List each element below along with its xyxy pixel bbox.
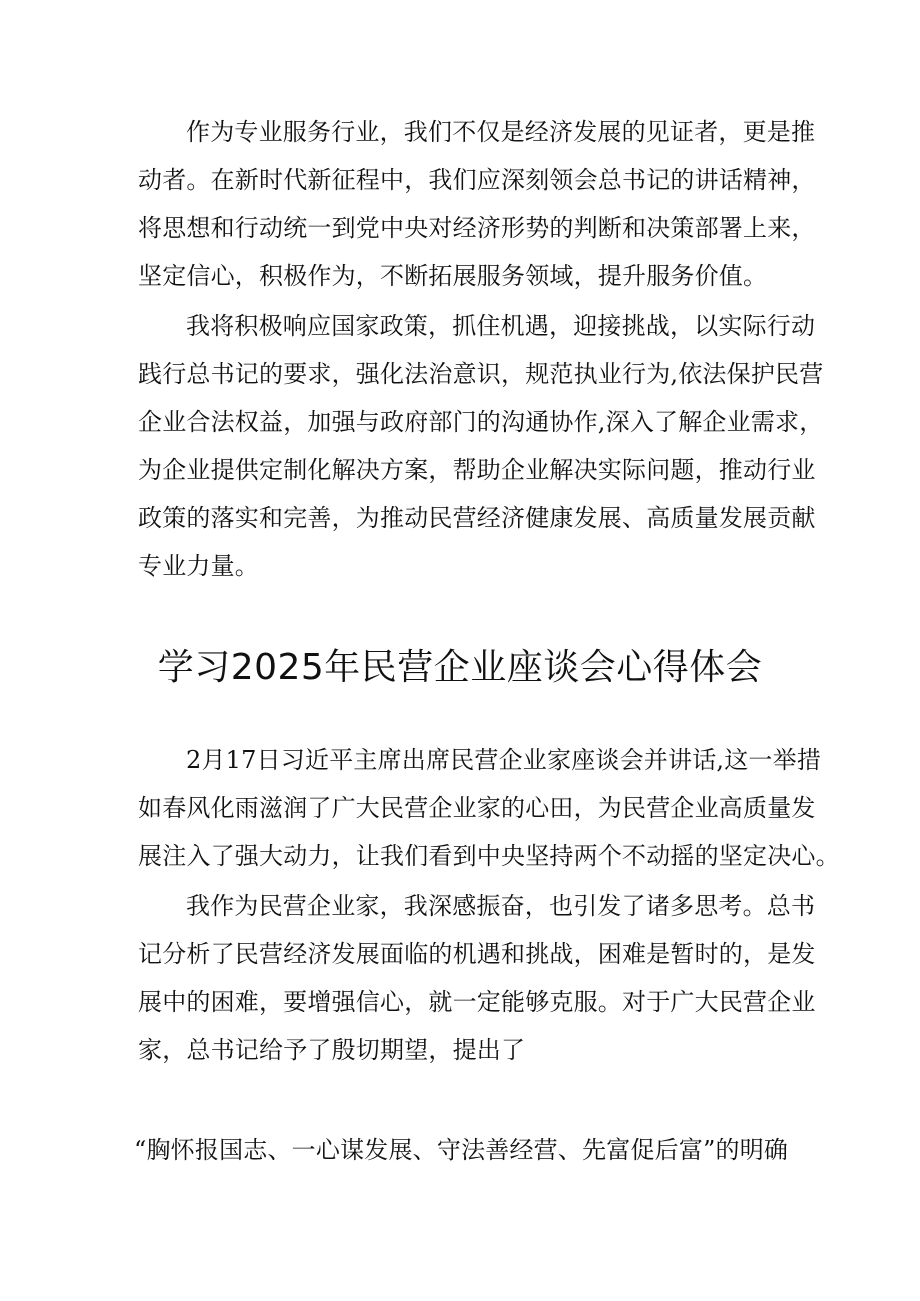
paragraph-line: 我将积极响应国家政策，抓住机遇，迎接挑战，以实际行动 [186, 312, 816, 340]
page-title: 学习2025年民营企业座谈会心得体会 [157, 647, 763, 688]
paragraph-line: 如春风化雨滋润了广大民营企业家的心田，为民营企业高质量发 [138, 794, 816, 822]
paragraph-line: 记分析了民营经济发展面临的机遇和挑战，困难是暂时的，是发 [138, 940, 816, 968]
paragraph-line: 专业力量。 [138, 552, 259, 580]
paragraph-line: 展注入了强大动力，让我们看到中央坚持两个不动摇的坚定决心。 [138, 842, 840, 870]
paragraph-line: 践行总书记的要求，强化法治意识，规范执业行为,依法保护民营 [138, 360, 824, 388]
paragraph-line: 动者。在新时代新征程中，我们应深刻领会总书记的讲话精神， [138, 166, 816, 194]
paragraph-line: 坚定信心，积极作为，不断拓展服务领域，提升服务价值。 [138, 262, 768, 290]
paragraph-line: 家，总书记给予了殷切期望，提出了 [138, 1036, 526, 1064]
paragraph-line: 我作为民营企业家，我深感振奋，也引发了诸多思考。总书 [186, 892, 816, 920]
paragraph-line: 将思想和行动统一到党中央对经济形势的判断和决策部署上来， [138, 214, 816, 242]
quote-line: “胸怀报国志、一心谋发展、守法善经营、先富促后富”的明确 [134, 1136, 789, 1164]
paragraph-line: 展中的困难，要增强信心，就一定能够克服。对于广大民营企业 [138, 988, 816, 1016]
paragraph-line: 政策的落实和完善，为推动民营经济健康发展、高质量发展贡献 [138, 504, 816, 532]
paragraph-line: 作为专业服务行业，我们不仅是经济发展的见证者，更是推 [186, 118, 816, 146]
paragraph-line: 为企业提供定制化解决方案，帮助企业解决实际问题，推动行业 [138, 456, 816, 484]
paragraph-line: 企业合法权益，加强与政府部门的沟通协作,深入了解企业需求， [138, 408, 824, 436]
paragraph-line: 2月17日习近平主席出席民营企业家座谈会并讲话,这一举措 [186, 746, 822, 774]
